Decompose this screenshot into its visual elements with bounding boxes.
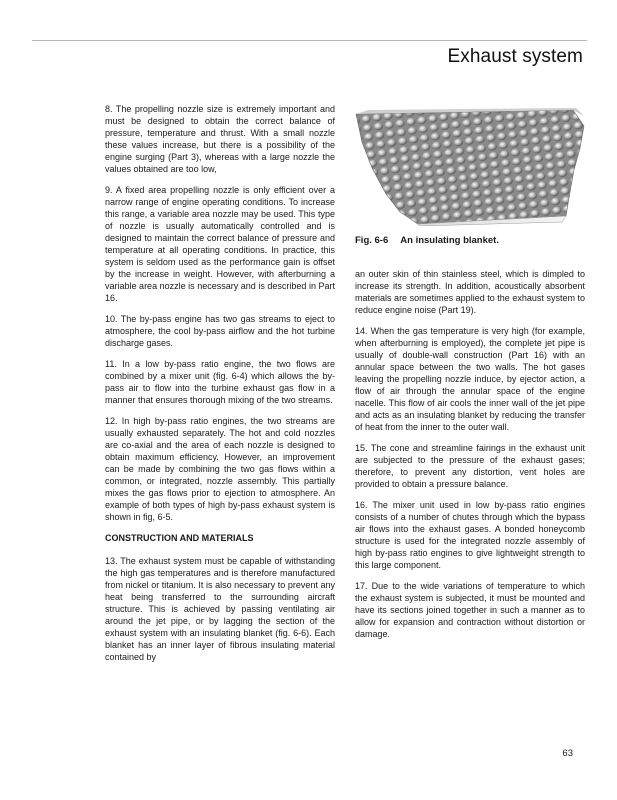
page-title: Exhaust system [447,46,583,67]
paragraph-12: 12. In high by-pass ratio engines, the two streams are usually exhausted separately. The hot and cold nozzles are co-axial and the area of each nozzle is designed to obtain maximum efficiency. However, an improvement can be made by combining the two gas flows within a common, or integrated, nozzle assembly. This partially mixes the gas flows prior to ejection to atmosphere. An example of both types of high by-pass exhaust system is shown in fig, 6-5. [105,416,335,522]
section-heading: CONSTRUCTION AND MATERIALS [105,533,254,543]
paragraph-15: 15. The cone and streamline fairings in the exhaust unit are subjected to the pressure of the exhaust gases; therefore, to prevent any distortion, vent holes are provided to obtain a pressure balance. [355,443,585,489]
figure-caption [355,235,499,246]
header-rule [32,40,587,41]
right-column [355,268,585,649]
paragraph-16: 16. The mixer unit used in low by-pass ratio engines consists of a number of chutes through which the bypass air flows into the exhaust gases. A bonded honeycomb structure is used for the integrated nozzle assembly of high by-pass ratio engines to give lightweight strength to this large component. [355,500,585,570]
page-number: 63 [562,748,573,759]
insulating-blanket-figure [348,108,588,226]
left-column [105,103,335,672]
figure-caption-text: An insulating blanket. [400,235,499,246]
paragraph-10: 10. The by-pass engine has two gas streams to eject to atmosphere, the cool by-pass airflow and the hot turbine discharge gases. [105,314,335,348]
paragraph-17: 17. Due to the wide variations of temperature to which the exhaust system is subjected, it must be mounted and have its sections joined together in such a manner as to allow for expansion and contraction without distortion or damage. [355,581,585,639]
figure-label: Fig. 6-6 [355,235,389,246]
paragraph-9: 9. A fixed area propelling nozzle is only efficient over a narrow range of engine operating conditions. To increase this range, a variable area nozzle may be used. This type of nozzle is usually automatically controlled and is designed to maintain the correct balance of pressure and temperature at all operating conditions. In practice, this system is seldom used as the performance gain is offset by the increase in weight. However, with afterburning a variable area nozzle is necessary and is described in Part 16. [105,185,335,303]
paragraph-13-continued: an outer skin of thin stainless steel, which is dimpled to increase its strength. In addition, acoustically absorbent materials are sometimes applied to the exhaust system to reduce engine noise (Part 19). [355,269,585,315]
paragraph-13: 13. The exhaust system must be capable of withstanding the high gas temperatures and is therefore manufactured from nickel or titanium. It is also necessary to prevent any heat being transferred to the surrounding aircraft structure. This is achieved by passing ventilating air around the jet pipe, or by lagging the section of the exhaust system with an insulating blanket (fig. 6-6). Each blanket has an inner layer of fibrous insulating material contained by [105,556,335,662]
paragraph-11: 11. In a low by-pass ratio engine, the two flows are combined by a mixer unit (fig. 6-4) which allows the by-pass air to flow into the turbine exhaust gas flow in a manner that ensures thorough mixing of the two streams. [105,359,335,405]
paragraph-14: 14. When the gas temperature is very high (for example, when afterburning is employed), the complete jet pipe is usually of double-wall construction (Part 16) with an annular space between the two walls. The hot gases leaving the propelling nozzle induce, by ejector action, a flow of air through the annular space of the engine nacelle. This flow of air cools the inner wall of the jet pipe and acts as an insulating blanket by reducing the transfer of heat from the inner to the outer wall. [355,326,585,432]
paragraph-8: 8. The propelling nozzle size is extremely important and must be designed to obtain the correct balance of pressure, temperature and thrust. With a small nozzle these values increase, but there is a possibility of the engine surging (Part 3), whereas with a large nozzle the values obtained are too low, [105,104,335,174]
